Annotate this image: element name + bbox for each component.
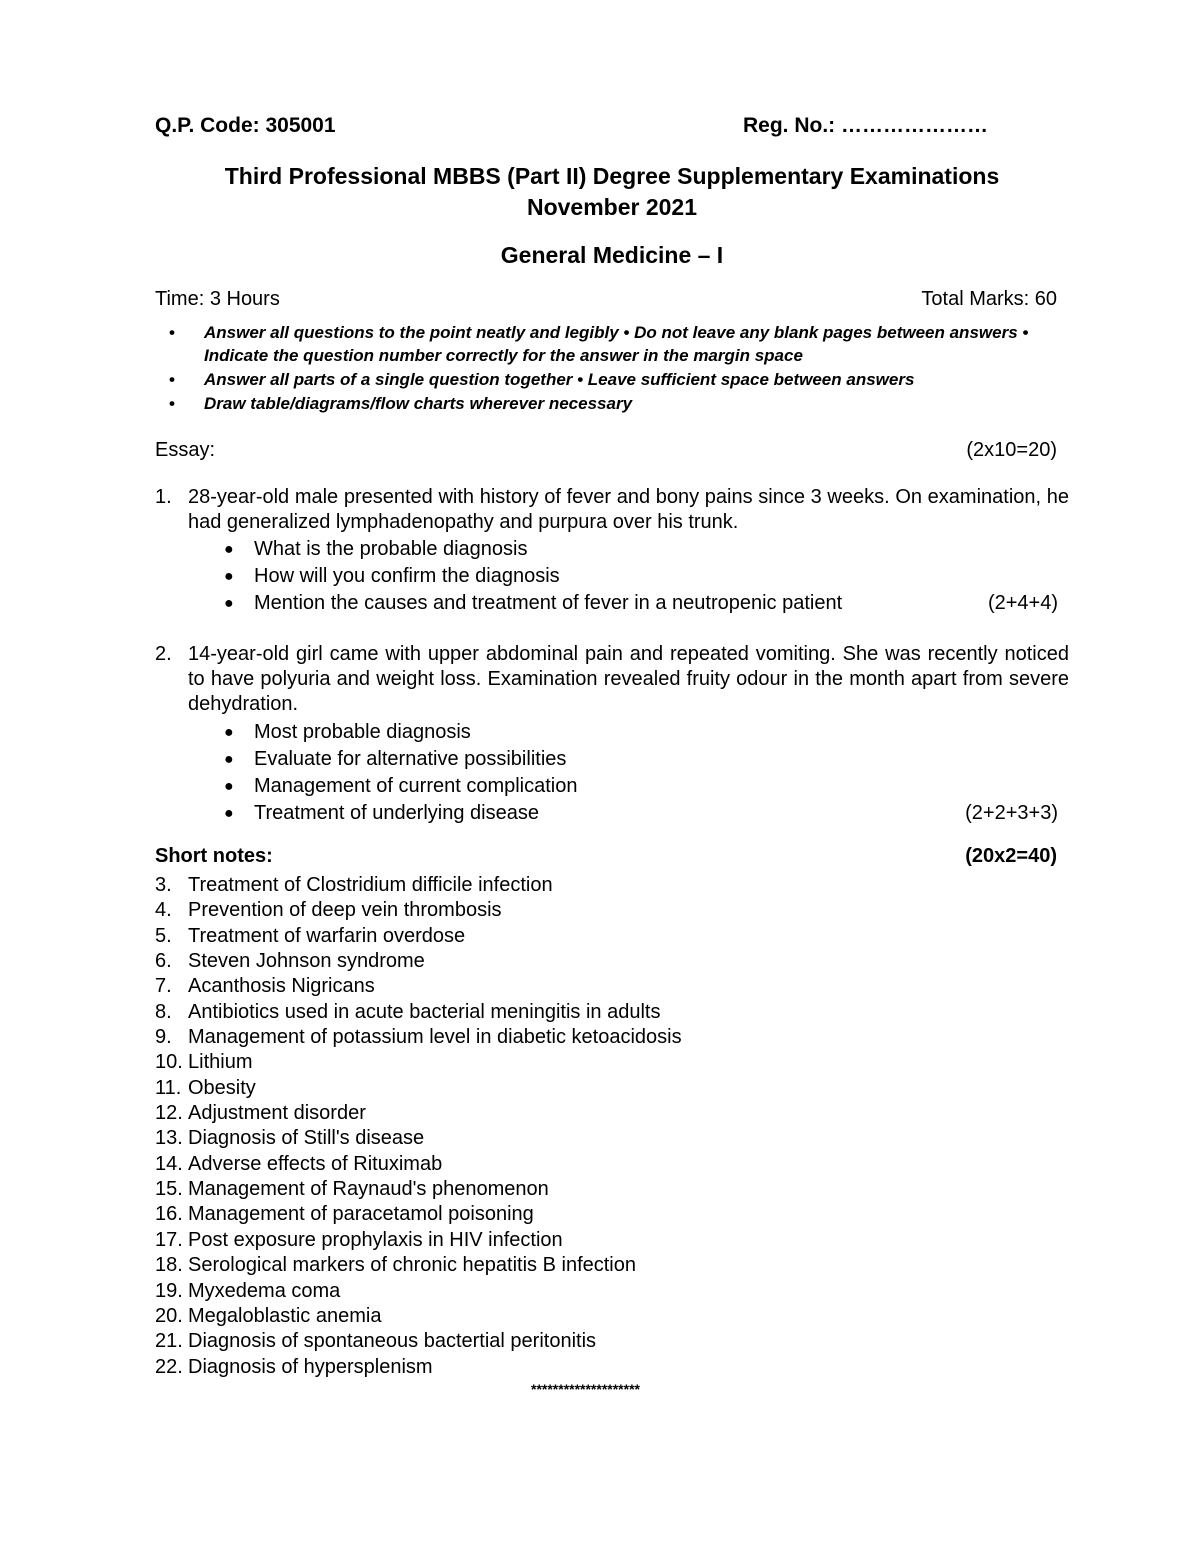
exam-date: November 2021 — [526, 194, 698, 220]
bullet-icon: ● — [224, 778, 234, 795]
bullet-icon: ● — [224, 595, 234, 612]
question-marks: (2+4+4) — [987, 592, 1058, 614]
bullet-icon: • — [169, 369, 175, 389]
list-item: 21. Diagnosis of spontaneous bactertial peritonitis — [155, 1330, 597, 1353]
short-notes-marks: (20x2=40) — [965, 845, 1057, 867]
header-row — [155, 114, 1057, 146]
list-item: 7. Acanthosis Nigricans — [155, 975, 375, 998]
time-label: Time: 3 Hours — [155, 288, 280, 310]
list-item: 4. Prevention of deep vein thrombosis — [155, 899, 502, 922]
essay-marks: (2x10=20) — [966, 439, 1057, 461]
instruction-item: • Draw table/diagrams/flow charts wherever necessary — [169, 393, 1049, 416]
list-item: 3. Treatment of Clostridium difficile infection — [155, 874, 553, 896]
list-item: 10. Lithium — [155, 1051, 253, 1074]
total-marks-label: Total Marks: 60 — [921, 288, 1057, 310]
list-item: 6. Steven Johnson syndrome — [155, 950, 425, 973]
bullet-icon: ● — [224, 568, 234, 585]
bullet-icon: ● — [224, 724, 234, 741]
essay-heading: Essay: (2x10=20) — [155, 439, 1057, 461]
instruction-item: • Answer all parts of a single question together • Leave sufficient space between answers — [169, 369, 1049, 392]
question-marks: (2+2+3+3) — [965, 802, 1058, 824]
bullet-icon: ● — [224, 805, 234, 822]
list-item: 19. Myxedema coma — [155, 1279, 341, 1302]
instruction-item: • Answer all questions to the point neatly and legibly • Do not leave any blank pages between answers • Indicate the question number correctly for the answer in the margin space — [169, 323, 1029, 365]
time-marks-row — [155, 288, 1057, 318]
bullet-icon: • — [169, 323, 175, 342]
qp-code: Q.P. Code: 305001 — [155, 114, 336, 137]
exam-paper: Q.P. Code: 305001 Reg. No.: ………………… Third Professional MBBS (Part II) Degree Supplementary Examinations November 2021 General Medicine – I Time: 3 Hours Total Marks: 60 • Answer all questions to the point neatly and legibly • Do not leave any blank pages between answers • Indicate the question number correctly for the answer in the margin space • Answer all parts of a single question together • Leave sufficient space between answers • Draw table/diagrams/flow charts wherever necessary Essay: (2x10=20) 1. 28-year-old male presented with history of fever and bony pains since 3 weeks. On examination, he had generalized lymphadenopathy and purpura over his trunk. ● What is the probable diagnosis ● How will you confirm the diagnosis ● Mention the causes and treatment of fever in a neutropenic patient (2+4+4) 2. 14-year-old girl came with upper abdominal pain and repeated vomiting. She was recently noticed to have polyuria and weight loss. Examination revealed fruity odour in the month apart from severe dehydration. ● Most probable diagnosis ● Evaluate for alternative possibilities ● Management of current complication ● Treatment of underlying disease (2+2+3+3) Short notes: (20x2=40) 3. Treatment of Clostridium difficile infection 4. Prevention of deep vein thrombosis 5. Treatment of warfarin overdose 6. Steven Johnson syndrome 7. Acanthosis Nigricans 8. Antibiotics used in acute bacterial meningitis in adults 9. Management of potassium level in diabetic ketoacidosis 10. Lithium 11. Obesity 12. Adjustment disorder 13. Diagnosis of Still's disease 14. Adverse effects of Rituximab 15. Management of Raynaud's phenomenon 16. Management of paracetamol poisoning 17. Post exposure prophylaxis in HIV infection 18. Serological markers of chronic hepatitis B infection 19. Myxedema coma 20. Megaloblastic anemia 21. Diagnosis of spontaneous bactertial peritonitis 22. Diagnosis of hypersplenism ******************** — [0, 0, 1200, 1553]
list-item: 13. Diagnosis of Still's disease — [155, 1127, 425, 1150]
short-notes-heading: Short notes: (20x2=40) — [155, 845, 1057, 867]
short-notes-list — [155, 873, 1055, 1380]
end-of-paper-stars: ******************** — [531, 1381, 640, 1397]
list-item: 22. Diagnosis of hypersplenism — [155, 1355, 433, 1378]
list-item: 15. Management of Raynaud's phenomenon — [155, 1178, 549, 1201]
list-item: 17. Post exposure prophylaxis in HIV infection — [155, 1228, 563, 1251]
reg-no: Reg. No.: ………………… — [743, 114, 988, 137]
list-item: 18. Serological markers of chronic hepatitis B infection — [155, 1254, 636, 1277]
bullet-icon: ● — [224, 541, 234, 558]
subject-title: General Medicine – I — [500, 242, 724, 268]
list-item: 20. Megaloblastic anemia — [155, 1304, 382, 1327]
list-item: 8. Antibiotics used in acute bacterial meningitis in adults — [155, 1000, 661, 1023]
list-item: 14. Adverse effects of Rituximab — [155, 1152, 443, 1175]
bullet-icon: ● — [224, 751, 234, 768]
list-item: 16. Management of paracetamol poisoning — [155, 1203, 534, 1226]
list-item: 11. Obesity — [155, 1076, 256, 1099]
list-item: 12. Adjustment disorder — [155, 1102, 366, 1125]
instructions-list — [169, 322, 1049, 417]
list-item: 5. Treatment of warfarin overdose — [155, 924, 466, 947]
list-item: 9. Management of potassium level in diabetic ketoacidosis — [155, 1026, 682, 1049]
bullet-icon: • — [169, 393, 175, 413]
exam-title: Third Professional MBBS (Part II) Degree Supplementary Examinations — [224, 163, 1000, 189]
